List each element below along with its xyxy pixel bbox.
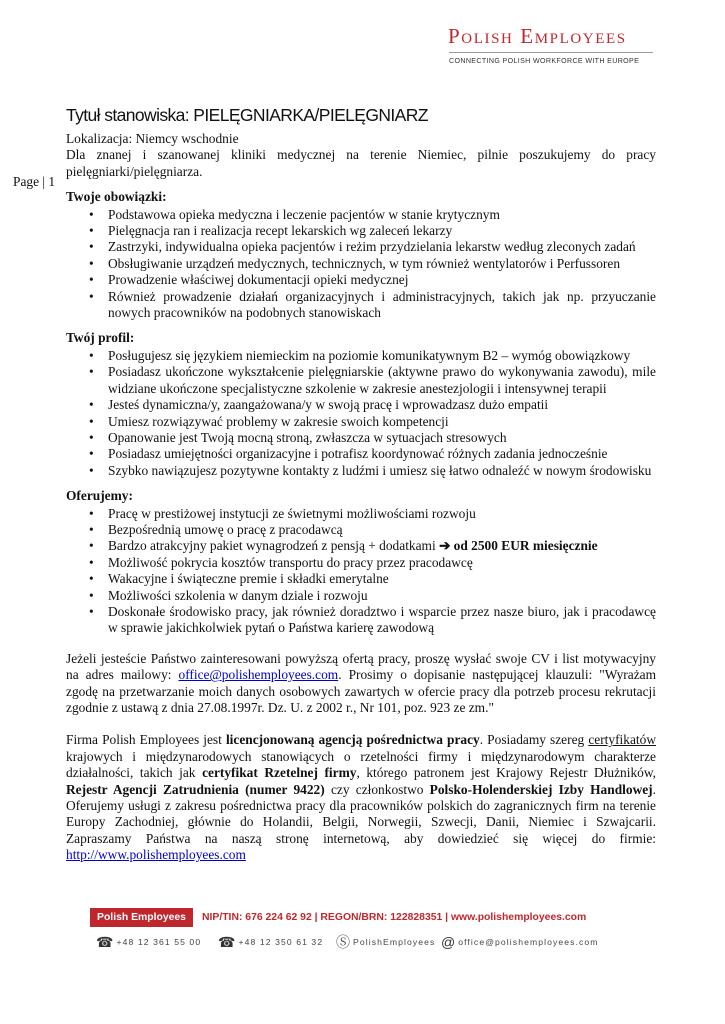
offer-text: Doskonałe środowisko pracy, jak również doradztwo i wsparcie przez nasze biuro, jak i pracodawcę w sprawie jakichkolwiek pytań o Państwa karierę zawodową	[108, 603, 656, 636]
footer-phone-1	[96, 934, 201, 950]
company-bold-certificate: certyfikat Rzetelnej firmy	[202, 765, 357, 781]
bullet-icon: •	[89, 288, 94, 304]
list-item	[89, 521, 656, 538]
profile-text: Szybko nawiązujesz pozytywne kontakty z ludźmi i umiesz się łatwo odnaleźć w nowym środowisku	[108, 462, 652, 478]
company-text: krajowych i międzynarodowych stanowiących o rzetelności firmy i międzynarodowym charakterze działalności, takich jak	[66, 748, 656, 781]
application-text: Jeżeli jesteście Państwo zainteresowani powyższą ofertą pracy, proszę wysłać swoje CV i list motywacyjny na adres mailowy:	[66, 650, 656, 683]
footer-bar	[90, 908, 648, 927]
bullet-icon: •	[89, 429, 94, 445]
offer-text: Możliwości szkolenia w danym dziale i rozwoju	[108, 587, 368, 603]
arrow-icon: ➔	[439, 538, 451, 554]
profile-text: Posiadasz ukończone wykształcenie pielęgniarskie (aktywne prawo do wykonywania zawodu), mile widziane ukończone specjalistyczne szkolenie w zakresie anestezjologii i intensywnej terapii	[108, 364, 656, 396]
footer-email-text: office@polishemployees.com	[458, 937, 599, 947]
duty-text: Pielęgnacja ran i realizacja recept lekarskich wg zaleceń lekarzy	[108, 223, 453, 239]
page-number: Page | 1	[13, 174, 56, 189]
list-item	[89, 223, 656, 239]
list-item	[89, 255, 656, 272]
list-item	[89, 272, 656, 288]
company-paragraph	[66, 732, 656, 863]
profile-text: Umiesz rozwiązywać problemy w zakresie swoich kompetencji	[108, 413, 449, 429]
list-item	[89, 364, 656, 397]
company-bold-chamber: Polsko-Holenderskiej Izby Handlowej	[429, 781, 653, 797]
bullet-icon: •	[89, 571, 94, 587]
skype-icon: Ⓢ	[336, 934, 350, 950]
bullet-icon: •	[89, 223, 94, 239]
bullet-icon: •	[89, 554, 94, 570]
offer-text: Pracę w prestiżowej instytucji ze świetnymi możliwościami rozwoju	[108, 505, 476, 521]
company-text: . Oferujemy usługi z zakresu pośrednictwa pracy dla pracowników polskich do zagranicznych firm na terenie Europy Zachodniej, głównie do Holandii, Belgii, Norwegii, Szwecji, Danii, Niemiec i Szwajcarii. Zapraszamy Państwa na naszą stronę internetową, aby dowiedzieć się więcej do firmie:	[66, 781, 656, 846]
at-icon: @	[441, 934, 456, 950]
email-link[interactable]: office@polishemployees.com	[178, 667, 339, 683]
list-item	[89, 462, 656, 479]
duties-list	[66, 207, 656, 322]
footer-email	[441, 934, 599, 950]
document-body	[66, 104, 656, 864]
list-item	[89, 603, 656, 637]
list-item	[89, 239, 656, 255]
list-item	[89, 587, 656, 604]
bullet-icon: •	[89, 603, 94, 619]
duty-text: Prowadzenie właściwej dokumentacji opieki medycznej	[108, 272, 409, 288]
skype-handle: PolishEmployees	[353, 937, 436, 947]
duty-text: Zastrzyki, indywidualna opieka pacjentów i reżim przydzielania lekarstw według zleconych zadań	[108, 239, 636, 255]
company-text: . Posiadamy szereg	[479, 732, 589, 748]
profile-heading: Twój profil:	[66, 330, 135, 346]
list-item	[89, 538, 656, 554]
duty-text: Podstawowa opieka medyczna i leczenie pacjentów w stanie krytycznym	[108, 206, 500, 222]
list-item	[89, 429, 656, 446]
list-item	[89, 347, 656, 364]
job-title: Tytuł stanowiska: PIELĘGNIARKA/PIELĘGNIARZ	[66, 105, 428, 125]
website-link[interactable]: http://www.polishemployees.com	[66, 847, 246, 863]
company-text: , którego patronem jest Krajowy Rejestr Dłużników,	[356, 765, 656, 781]
profile-text: Jesteś dynamiczna/y, zaangażowana/y w swoją pracę i wprowadzasz dużo empatii	[108, 397, 549, 413]
list-item	[89, 571, 656, 587]
bullet-icon: •	[89, 206, 94, 222]
list-item	[89, 413, 656, 430]
company-text: Firma Polish Employees jest	[66, 732, 226, 748]
certificates-underlined: certyfikatów	[588, 732, 656, 748]
bullet-icon: •	[89, 462, 94, 478]
phone-number: +48 12 350 61 32	[238, 937, 324, 947]
list-item	[89, 397, 656, 413]
phone-icon: ☎	[218, 934, 236, 950]
bullet-icon: •	[89, 364, 94, 380]
duty-text: Obsługiwanie urządzeń medycznych, technicznych, w tym również wentylatorów i Perfussoren	[108, 255, 621, 271]
duties-heading: Twoje obowiązki:	[66, 189, 167, 205]
bullet-icon: •	[89, 272, 94, 288]
bullet-icon: •	[89, 397, 94, 413]
profile-text: Posiadasz umiejętności organizacyjne i potrafisz koordynować różnych zadania jednocześnie	[108, 446, 608, 462]
offer-text: Bezpośrednią umowę o pracę z pracodawcą	[108, 521, 343, 537]
bullet-icon: •	[89, 239, 94, 255]
brand-logo: Polish Employees	[448, 24, 627, 48]
job-location: Lokalizacja: Niemcy wschodnie	[66, 131, 239, 146]
application-paragraph	[66, 651, 656, 717]
bullet-icon: •	[89, 521, 94, 537]
duty-text: Również prowadzenie działań organizacyjnych i administracyjnych, takich jak np. przyuczanie nowych pracowników na podobnych stanowiskach	[108, 288, 656, 321]
phone-icon: ☎	[96, 934, 114, 950]
salary-highlight: od 2500 EUR miesięcznie	[453, 538, 598, 554]
list-item	[89, 206, 656, 223]
footer-identifiers: NIP/TIN: 676 224 62 92 | REGON/BRN: 122828351 | www.polishemployees.com	[202, 912, 587, 923]
offer-text: Wakacyjne i świąteczne premie i składki emerytalne	[108, 571, 389, 587]
company-bold-license: licencjonowaną agencją pośrednictwa pracy	[225, 732, 480, 748]
bullet-icon: •	[89, 446, 94, 462]
bullet-icon: •	[89, 347, 94, 363]
bullet-icon: •	[89, 505, 94, 521]
list-item	[89, 554, 656, 571]
list-item	[89, 446, 656, 462]
company-text: czy członkostwo	[324, 781, 430, 797]
list-item	[89, 288, 656, 322]
phone-number: +48 12 361 55 00	[116, 937, 202, 947]
bullet-icon: •	[89, 413, 94, 429]
company-bold-registry: Rejestr Agencji Zatrudnienia (numer 9422)	[66, 781, 325, 797]
bullet-icon: •	[89, 255, 94, 271]
offer-text: Bardzo atrakcyjny pakiet wynagrodzeń z pensją + dodatkami	[108, 538, 436, 554]
offer-text: Możliwość pokrycia kosztów transportu do pracy przez pracodawcę	[108, 554, 473, 570]
profile-list	[66, 348, 656, 479]
brand-tagline: CONNECTING POLISH WORKFORCE WITH EUROPE	[449, 57, 640, 65]
offer-heading: Oferujemy:	[66, 488, 133, 504]
job-intro: Dla znanej i szanowanej kliniki medycznej na terenie Niemiec, pilnie poszukujemy do pracy pielęgniarki/pielęgniarza.	[66, 147, 656, 179]
bullet-icon: •	[89, 587, 94, 603]
footer-contacts	[96, 934, 656, 950]
footer-phone-2	[218, 934, 323, 950]
application-clause: . Prosimy o dopisanie następującej klauzuli: "Wyrażam zgodę na przetwarzanie moich danych osobowych zawartych w ofercie pracy dla potrzeb procesu rekrutacji zgodnie z ustawą z dnia 27.08.1997r. Dz. U. z 2002 r., Nr 101, poz. 923 ze zm."	[66, 667, 656, 715]
profile-text: Opanowanie jest Twoją mocną stroną, zwłaszcza w sytuacjach stresowych	[108, 429, 507, 445]
bullet-icon: •	[89, 538, 94, 554]
header-divider	[449, 52, 653, 53]
offer-list	[66, 506, 656, 637]
list-item	[89, 505, 656, 522]
footer-company-name: Polish Employees	[90, 908, 193, 927]
footer-skype	[336, 934, 435, 950]
profile-text: Posługujesz się językiem niemieckim na poziomie komunikatywnym B2 – wymóg obowiązkowy	[108, 347, 631, 363]
